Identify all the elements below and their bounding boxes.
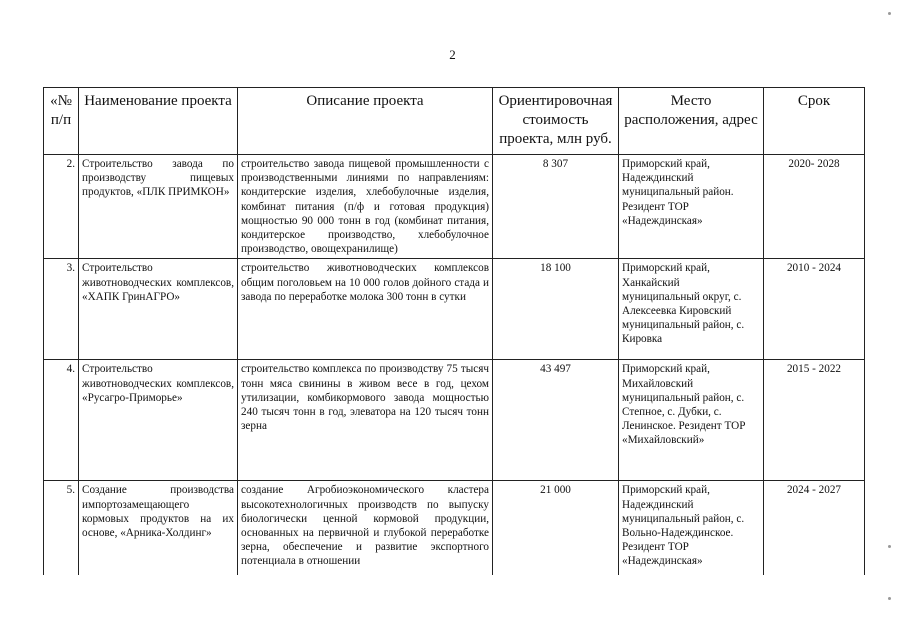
- table-row: [44, 481, 865, 576]
- table-row: [44, 155, 865, 259]
- table-header-row: [44, 88, 865, 155]
- row-cost: 18 100: [493, 259, 619, 360]
- row-name: Строительство животноводческих комплексов, «Русагро-Приморье»: [79, 360, 238, 481]
- header-description: Описание проекта: [238, 88, 493, 155]
- header-num: «№ п/п: [44, 88, 79, 155]
- header-cost: Ориентировочная стоимость проекта, млн руб.: [493, 88, 619, 155]
- page-number: 2: [449, 47, 456, 62]
- table-row: [44, 360, 865, 481]
- header-name: Наименование проекта: [79, 88, 238, 155]
- row-name: Создание производства импортозамещающего кормовых продуктов на их основе, «Арника-Холдинг»: [79, 481, 238, 576]
- row-description: создание Агробиоэкономического кластера высокотехнологичных производств по выпуску биологически ценной кормовой продукции, основанных на первичной и глубокой переработке зерна, обеспечение и развитие экспортного потенциала в отношении: [238, 481, 493, 576]
- projects-table: [43, 87, 865, 575]
- table-row: [44, 259, 865, 360]
- row-term: 2024 - 2027: [764, 481, 865, 576]
- scan-dot: [888, 12, 891, 15]
- row-cost: 43 497: [493, 360, 619, 481]
- row-description: строительство комплекса по производству 75 тысяч тонн мяса свинины в живом весе в год, цехом утилизации, комбикормового завода мощностью 240 тысяч тонн в год, элеватора на 120 тысяч тонн зерна: [238, 360, 493, 481]
- row-name: Строительство животноводческих комплексов, «ХАПК ГринАГРО»: [79, 259, 238, 360]
- row-num: 4.: [44, 360, 79, 481]
- row-term: 2020- 2028: [764, 155, 865, 259]
- row-location: Приморский край, Ханкайский муниципальный округ, с. Алексеевка Кировский муниципальный район, с. Кировка: [619, 259, 764, 360]
- row-location: Приморский край, Надеждинский муниципальный район. Резидент ТОР «Надеждинская»: [619, 155, 764, 259]
- row-location: Приморский край, Надеждинский муниципальный район, с. Вольно-Надеждинское. Резидент ТОР «Надеждинская»: [619, 481, 764, 576]
- row-num: 5.: [44, 481, 79, 576]
- row-name: Строительство завода по производству пищевых продуктов, «ПЛК ПРИМКОН»: [79, 155, 238, 259]
- row-term: 2010 - 2024: [764, 259, 865, 360]
- row-description: строительство завода пищевой промышленности с производственными линиями по направлениям: кондитерские изделия, хлебобулочные изделия, комбинат питания (п/ф и готовая продукция) мощностью 90 000 тонн в год (комбинат питания, кондитерское производство, хлебобулочное производство, овощехранилище): [238, 155, 493, 259]
- header-term: Срок: [764, 88, 865, 155]
- scan-dot: [888, 545, 891, 548]
- header-location: Место расположения, адрес: [619, 88, 764, 155]
- row-location: Приморский край, Михайловский муниципальный район, с. Степное, с. Дубки, с. Ленинское. Резидент ТОР «Михайловский»: [619, 360, 764, 481]
- scan-dot: [888, 597, 891, 600]
- row-num: 3.: [44, 259, 79, 360]
- row-num: 2.: [44, 155, 79, 259]
- row-term: 2015 - 2022: [764, 360, 865, 481]
- row-cost: 8 307: [493, 155, 619, 259]
- row-description: строительство животноводческих комплексов общим поголовьем на 10 000 голов дойного стада и завода по переработке молока 300 тонн в сутки: [238, 259, 493, 360]
- row-cost: 21 000: [493, 481, 619, 576]
